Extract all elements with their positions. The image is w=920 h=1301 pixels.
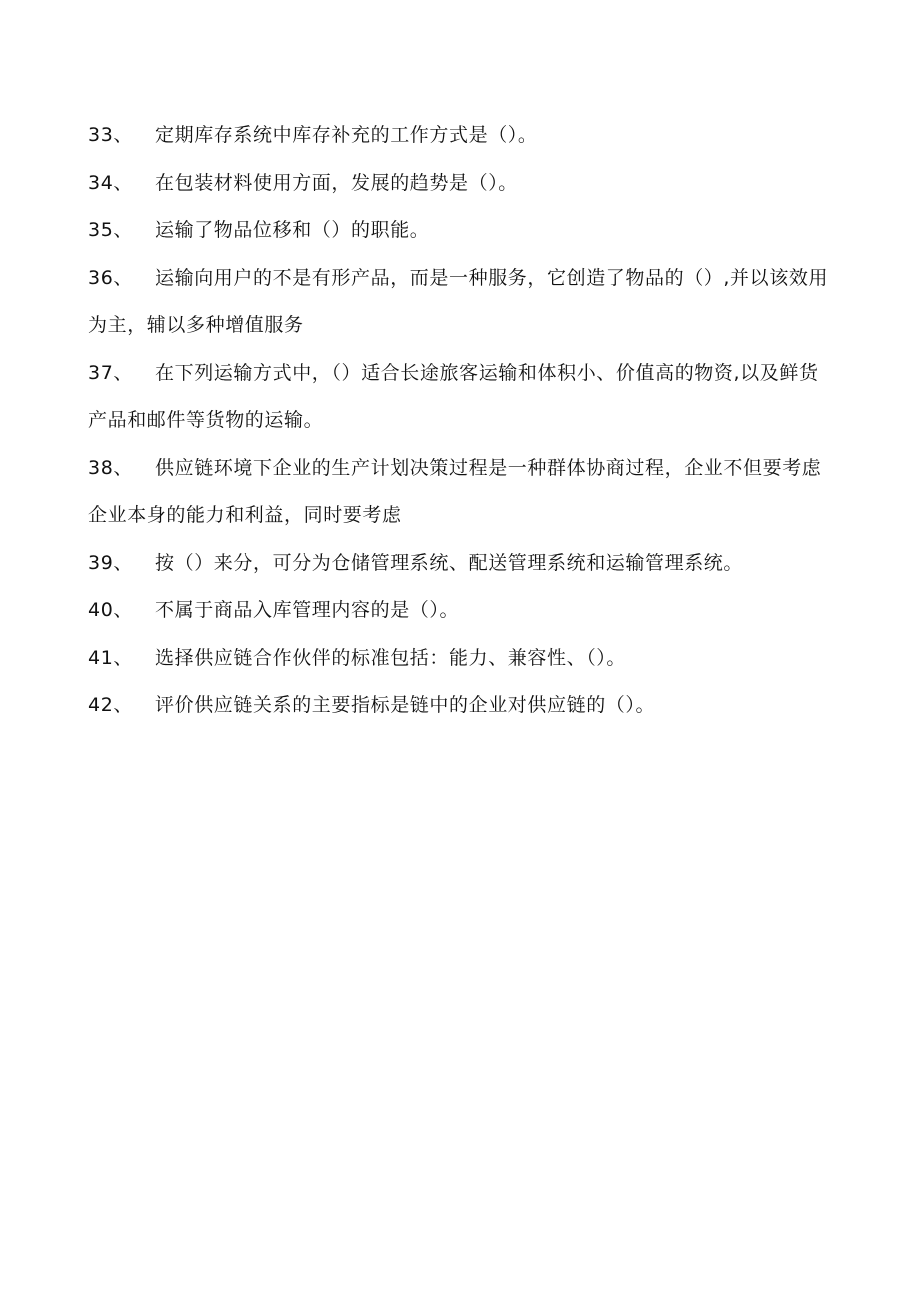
- question-number: 40、: [88, 599, 133, 621]
- question-item: [88, 635, 838, 683]
- question-text: 运输向用户的不是有形产品，而是一种服务，它创造了物品的（）,并以该效用为主，辅以多种增值服务: [88, 266, 829, 336]
- question-number: 33、: [88, 124, 133, 146]
- question-text: 按（）来分，可分为仓储管理系统、配送管理系统和运输管理系统。: [155, 551, 744, 574]
- question-text: 供应链环境下企业的生产计划决策过程是一种群体协商过程，企业不但要考虑企业本身的能力和利益，同时要考虑: [88, 456, 822, 526]
- question-item: [88, 160, 838, 208]
- question-number: 37、: [88, 361, 133, 384]
- question-number: 34、: [88, 171, 133, 194]
- question-number: 36、: [88, 266, 133, 289]
- question-list: [88, 112, 838, 730]
- question-item: [88, 540, 838, 588]
- question-text: 定期库存系统中库存补充的工作方式是（）。: [155, 124, 538, 146]
- question-item: [88, 255, 838, 350]
- question-text: 在下列运输方式中，（）适合长途旅客运输和体积小、价值高的物资,以及鲜货产品和邮件等货物的运输。: [88, 361, 819, 431]
- question-number: 35、: [88, 219, 133, 241]
- question-item: [88, 207, 838, 255]
- question-text: 运输了物品位移和（）的职能。: [155, 219, 430, 241]
- question-item: [88, 112, 838, 160]
- question-item: [88, 682, 838, 730]
- question-text: 评价供应链关系的主要指标是链中的企业对供应链的（）。: [155, 694, 656, 716]
- question-number: 41、: [88, 646, 133, 669]
- question-item: [88, 350, 838, 445]
- question-text: 选择供应链合作伙伴的标准包括：能力、兼容性、（）。: [155, 646, 627, 669]
- question-number: 38、: [88, 456, 133, 479]
- question-number: 39、: [88, 551, 133, 574]
- question-text: 不属于商品入库管理内容的是（）。: [155, 599, 460, 621]
- question-text: 在包装材料使用方面，发展的趋势是（）。: [155, 171, 518, 194]
- question-item: [88, 587, 838, 635]
- question-item: [88, 445, 838, 540]
- question-number: 42、: [88, 694, 133, 716]
